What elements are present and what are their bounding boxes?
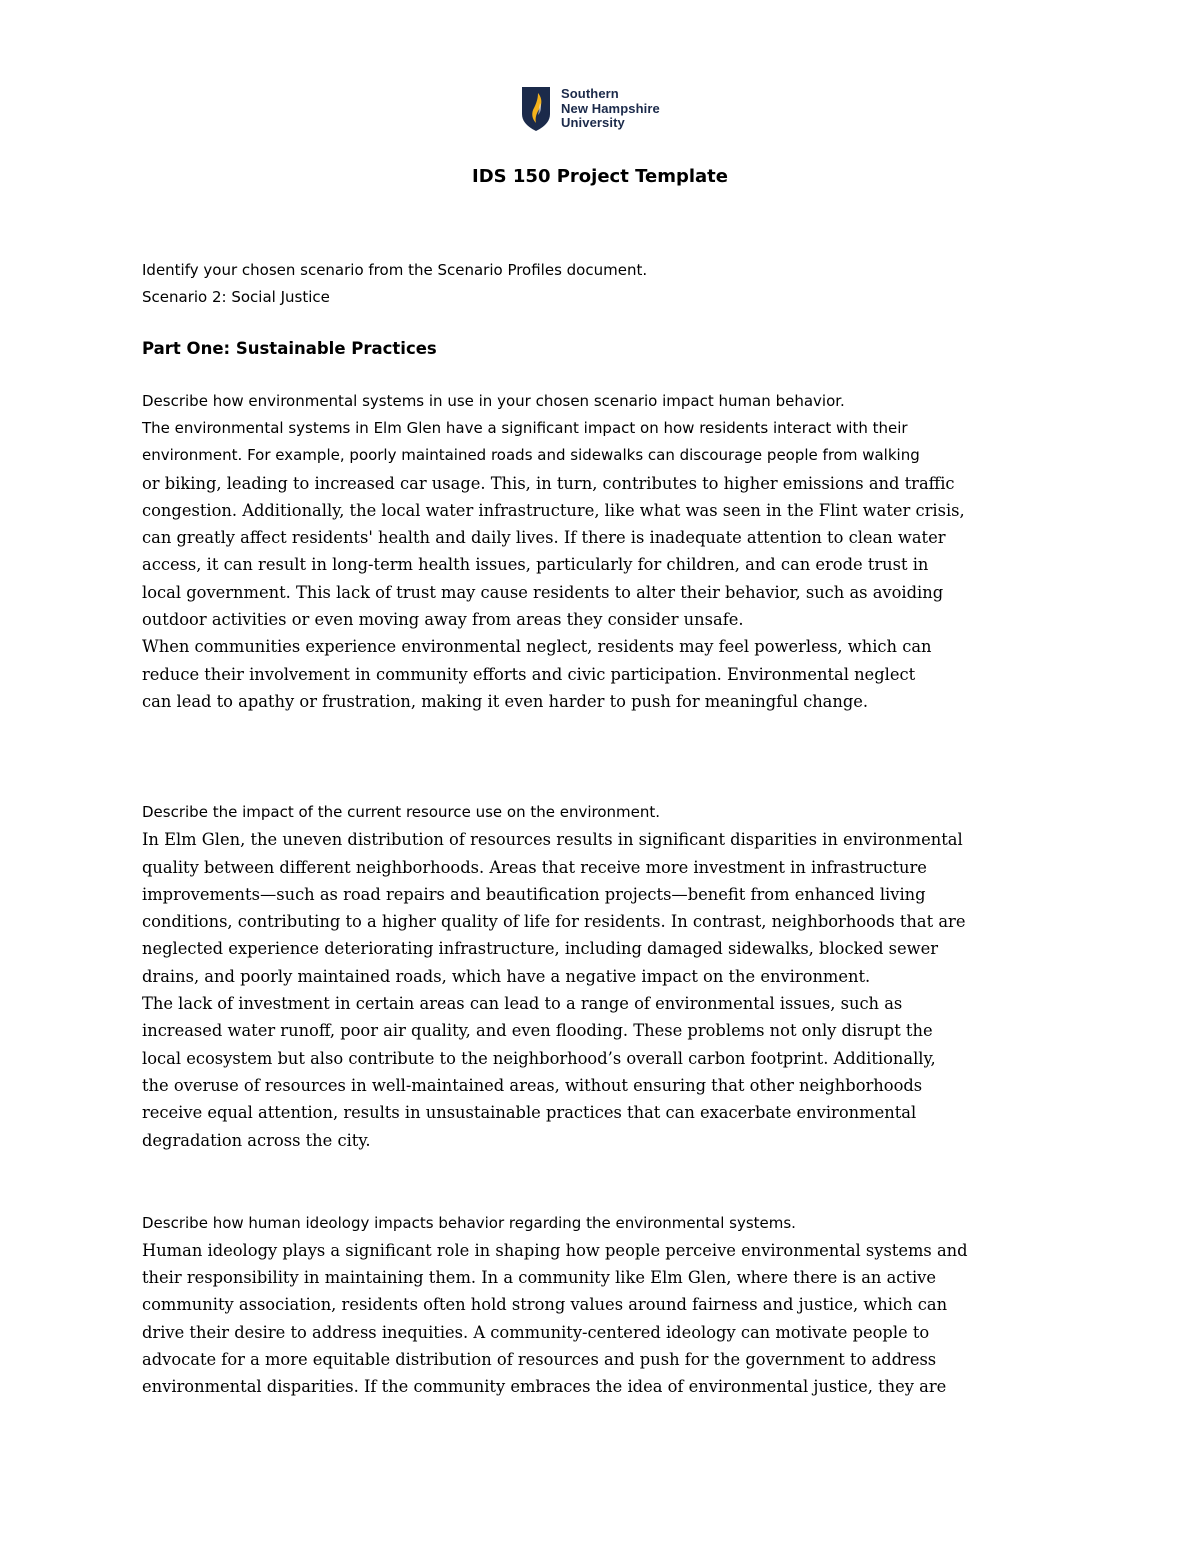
- answer-line: quality between different neighborhoods. Areas that receive more investment in infrastructure: [142, 857, 927, 877]
- answer-line: environment. For example, poorly maintained roads and sidewalks can discourage people from walking: [142, 446, 920, 465]
- answer-line: outdoor activities or even moving away from areas they consider unsafe.: [142, 610, 744, 630]
- answer-line: In Elm Glen, the uneven distribution of resources results in significant disparities in environmental: [142, 830, 963, 850]
- answer-line: The environmental systems in Elm Glen have a significant impact on how residents interact with their: [142, 419, 908, 437]
- logo-line-2: New Hampshire: [561, 100, 660, 116]
- scenario-answer: Scenario 2: Social Justice: [142, 288, 330, 306]
- section-1-prompt: Describe how environmental systems in use in your chosen scenario impact human behavior.: [142, 392, 845, 410]
- answer-line: drains, and poorly maintained roads, which have a negative impact on the environment.: [142, 966, 871, 986]
- answer-line: or biking, leading to increased car usage. This, in turn, contributes to higher emissions and traffic: [142, 473, 955, 493]
- answer-line: their responsibility in maintaining them. In a community like Elm Glen, where there is an active: [142, 1268, 936, 1288]
- answer-line: Human ideology plays a significant role in shaping how people perceive environmental systems and: [142, 1240, 968, 1260]
- answer-line: access, it can result in long-term health issues, particularly for children, and can erode trust in: [142, 555, 929, 575]
- university-logo: [521, 84, 691, 134]
- logo-line-3: University: [561, 115, 625, 131]
- answer-line: the overuse of resources in well-maintained areas, without ensuring that other neighborhoods: [142, 1075, 923, 1095]
- section-3-answer: [142, 1237, 1067, 1401]
- answer-line: advocate for a more equitable distribution of resources and push for the government to address: [142, 1350, 937, 1370]
- part-one-heading: Part One: Sustainable Practices: [142, 339, 437, 358]
- answer-line: When communities experience environmental neglect, residents may feel powerless, which can: [142, 637, 932, 657]
- section-2-answer: [142, 826, 1067, 1154]
- answer-line: environmental disparities. If the community embraces the idea of environmental justice, they are: [142, 1377, 947, 1397]
- answer-line: community association, residents often hold strong values around fairness and justice, which can: [142, 1295, 948, 1315]
- answer-line: can greatly affect residents' health and daily lives. If there is inadequate attention to clean water: [142, 528, 946, 548]
- document-content: [142, 164, 1062, 1401]
- answer-line: increased water runoff, poor air quality, and even flooding. These problems not only disrupt the: [142, 1021, 933, 1041]
- shield-flame-icon: [521, 86, 551, 132]
- section-2-prompt: Describe the impact of the current resource use on the environment.: [142, 803, 661, 822]
- document-title: IDS 150 Project Template: [472, 166, 728, 187]
- section-3-prompt: Describe how human ideology impacts behavior regarding the environmental systems.: [142, 1213, 796, 1232]
- answer-line: improvements—such as road repairs and beautification projects—benefit from enhanced living: [142, 884, 926, 904]
- answer-line: reduce their involvement in community efforts and civic participation. Environmental neglect: [142, 664, 916, 684]
- logo-line-1: Southern: [561, 86, 619, 102]
- scenario-prompt: Identify your chosen scenario from the Scenario Profiles document.: [142, 261, 648, 279]
- answer-line: The lack of investment in certain areas can lead to a range of environmental issues, such as: [142, 994, 903, 1014]
- answer-line: local government. This lack of trust may cause residents to alter their behavior, such as avoiding: [142, 582, 944, 602]
- answer-line: degradation across the city.: [142, 1130, 371, 1150]
- answer-line: neglected experience deteriorating infrastructure, including damaged sidewalks, blocked sewer: [142, 939, 939, 959]
- answer-line: local ecosystem but also contribute to the neighborhood’s overall carbon footprint. Additionally,: [142, 1048, 936, 1068]
- answer-line: drive their desire to address inequities. A community-centered ideology can motivate people to: [142, 1322, 930, 1342]
- answer-line: conditions, contributing to a higher quality of life for residents. In contrast, neighborhoods that are: [142, 912, 966, 932]
- answer-line: congestion. Additionally, the local water infrastructure, like what was seen in the Flint water crisis,: [142, 500, 965, 520]
- answer-line: can lead to apathy or frustration, making it even harder to push for meaningful change.: [142, 691, 869, 711]
- answer-line: receive equal attention, results in unsustainable practices that can exacerbate environmental: [142, 1103, 917, 1123]
- section-1-answer: [142, 415, 1067, 715]
- logo-wordmark: [561, 87, 660, 131]
